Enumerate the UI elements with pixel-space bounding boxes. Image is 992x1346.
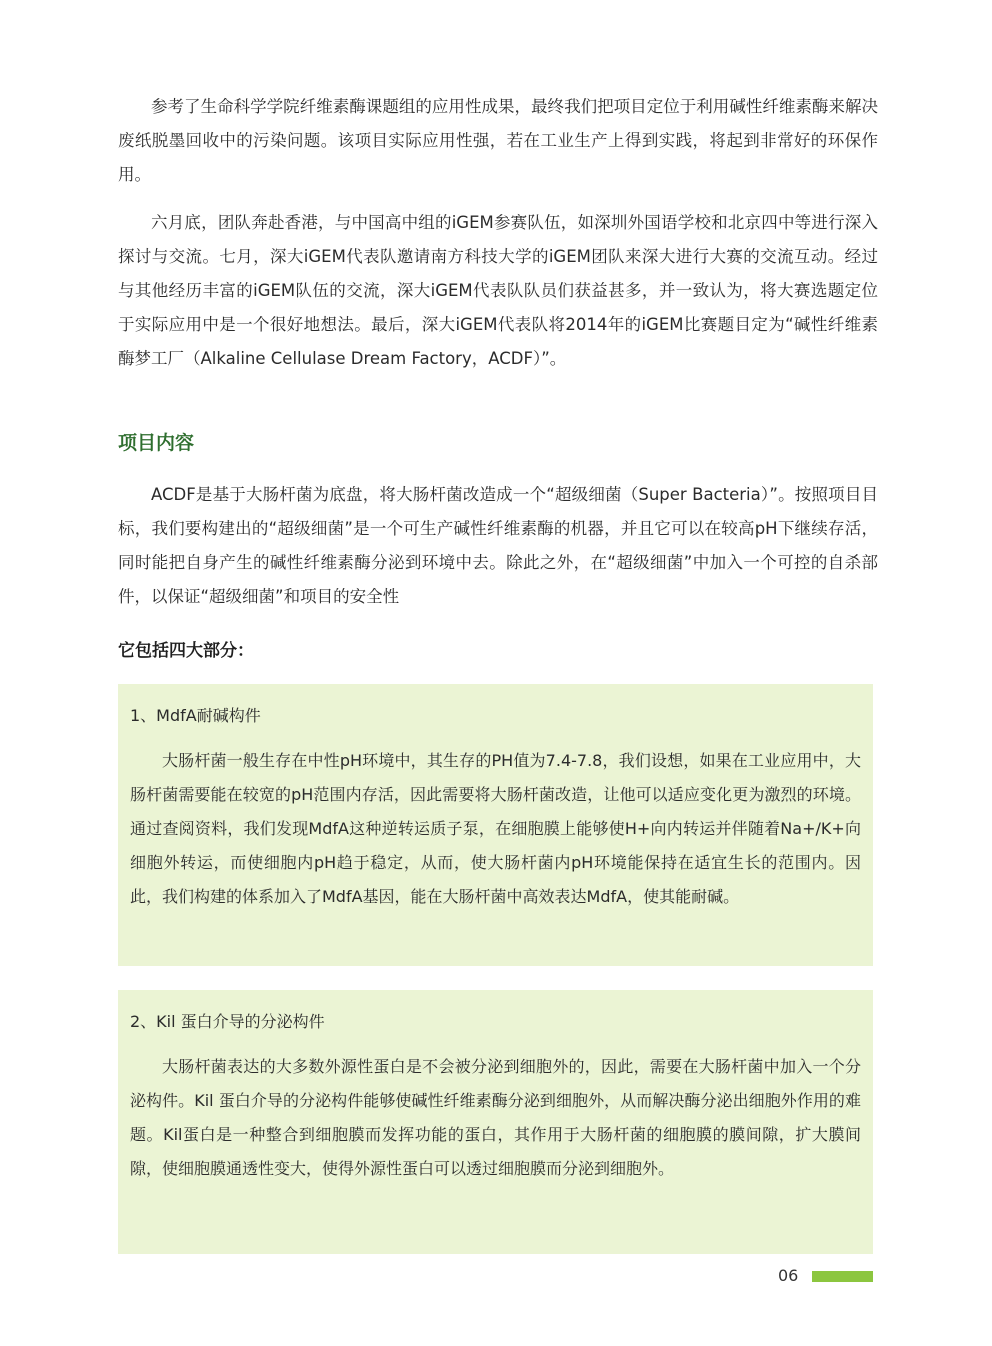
intro-paragraph-2: 六月底，团队奔赴香港，与中国高中组的iGEM参赛队伍，如深圳外国语学校和北京四中等进行深入探讨与交流。七月，深大iGEM代表队邀请南方科技大学的iGEM团队来深大进行大赛的交流互动。经过与其他经历丰富的iGEM队伍的交流，深大iGEM代表队队员们获益甚多，并一致认为，将大赛选题定位于实际应用中是一个很好地想法。最后，深大iGEM代表队将2014年的iGEM比赛题目定为“碱性纤维素酶梦工厂（Alkaline Cellulase Dream Factory，ACDF）”。 [118,213,878,368]
part-box-mdfa [118,684,873,966]
parts-heading: 它包括四大部分： [118,641,254,661]
part-body: 大肠杆菌一般生存在中性pH环境中，其生存的PH值为7.4-7.8，我们设想，如果在工业应用中，大肠杆菌需要能在较宽的pH范围内存活，因此需要将大肠杆菌改造，让他可以适应变化更为激烈的环境。通过查阅资料，我们发现MdfA这种逆转运质子泵，在细胞膜上能够使H+向内转运并伴随着Na+/K+向细胞外转运，而使细胞内pH趋于稳定，从而，使大肠杆菌内pH环境能保持在适宜生长的范围内。因此，我们构建的体系加入了MdfA基因，能在大肠杆菌中高效表达MdfA，使其能耐碱。 [130,751,861,906]
page-number: 06 [778,1266,799,1285]
intro-paragraph-1: 参考了生命科学学院纤维素酶课题组的应用性成果，最终我们把项目定位于利用碱性纤维素酶来解决废纸脱墨回收中的污染问题。该项目实际应用性强，若在工业生产上得到实践，将起到非常好的环保作用。 [118,97,878,184]
page-accent-bar [812,1271,873,1282]
part-title: 1、MdfA耐碱构件 [130,706,261,725]
part-box-kil [118,990,873,1254]
section-title: 项目内容 [118,432,195,454]
project-paragraph: ACDF是基于大肠杆菌为底盘，将大肠杆菌改造成一个“超级细菌（Super Bacteria）”。按照项目目标，我们要构建出的“超级细菌”是一个可生产碱性纤维素酶的机器，并且它可以在较高pH下继续存活，同时能把自身产生的碱性纤维素酶分泌到环境中去。除此之外，在“超级细菌”中加入一个可控的自杀部件，以保证“超级细菌”和项目的安全性 [118,485,878,606]
part-body: 大肠杆菌表达的大多数外源性蛋白是不会被分泌到细胞外的，因此，需要在大肠杆菌中加入一个分泌构件。Kil 蛋白介导的分泌构件能够使碱性纤维素酶分泌到细胞外，从而解决酶分泌出细胞外作用的难题。Kil蛋白是一种整合到细胞膜而发挥功能的蛋白，其作用于大肠杆菌的细胞膜的膜间隙，扩大膜间隙，使细胞膜通透性变大，使得外源性蛋白可以透过细胞膜而分泌到细胞外。 [130,1057,861,1178]
part-title: 2、Kil 蛋白介导的分泌构件 [130,1012,325,1031]
